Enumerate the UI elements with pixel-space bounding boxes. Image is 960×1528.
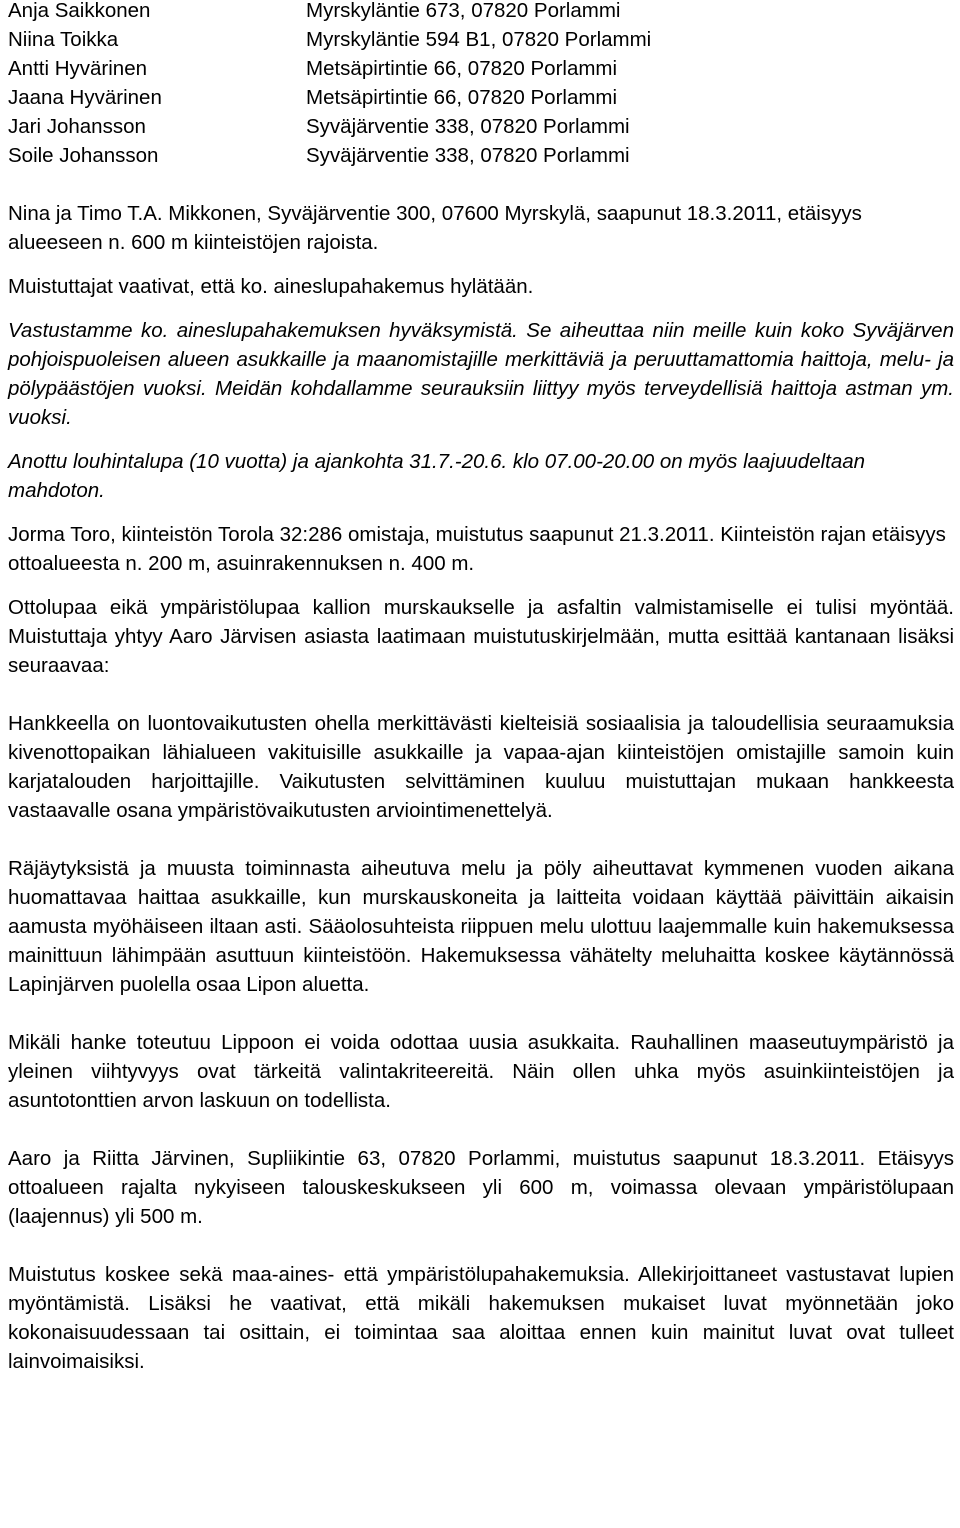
paragraph-permit-denial: Ottolupaa eikä ympäristölupaa kallion murskaukselle ja asfaltin valmistamiselle ei tulisi myöntää. Muistuttaja yhtyy Aaro Järvisen asiasta laatimaan muistutuskirjelmään, mutta esittää kantanaan lisäksi seuraavaa: (8, 596, 954, 677)
paragraph-mikkonen: Nina ja Timo T.A. Mikkonen, Syväjärventie 300, 07600 Myrskylä, saapunut 18.3.2011, etäisyys alueeseen n. 600 m kiinteistöjen rajoista. (8, 202, 862, 254)
resident-address-list (8, 0, 954, 170)
resident-address: Myrskyläntie 673, 07820 Porlammi (306, 0, 621, 22)
paragraph-noise-dust: Räjäytyksistä ja muusta toiminnasta aiheutuva melu ja pöly aiheuttavat kymmenen vuoden aikana huomattavaa haittaa asukkaille, kun murskauskoneita ja laitteita voidaan käyttää päivittäin aikaisin aamusta myöhäiseen iltaan asti. Sääolosuhteista riippuen melu ulottuu laajemmalle kuin hakemuksessa mainittuun lähimpään asuttuun kiinteistöön. Hakemuksessa vähätelty meluhaitta koskee käytännössä Lapinjärven puolella osaa Lipon aluetta. (8, 857, 954, 996)
paragraph-social-impacts: Hankkeella on luontovaikutusten ohella merkittävästi kielteisiä sosiaalisia ja taloudellisia seuraamuksia kivenottopaikan lähialueen vakituisille asukkaille ja vapaa-ajan kiinteistöjen omistajille samoin kuin karjatalouden harjoittajille. Vaikutusten selvittäminen kuuluu muistuttajan mukaan hankkeesta vastaavalle osana ympäristövaikutusten arviointimenettelyä. (8, 712, 954, 822)
paragraph-opposition-quote: Vastustamme ko. aineslupahakemuksen hyväksymistä. Se aiheuttaa niin meille kuin koko Syväjärven pohjoispuoleisen alueen asukkaille ja maanomistajille merkittäviä ja peruuttamattomia haittoja, melu- ja pölypäästöjen vuoksi. Meidän kohdallamme seurauksiin liittyy myös terveydellisiä haittoja astman ym. vuoksi. (8, 319, 954, 429)
resident-name: Niina Toikka (8, 28, 119, 51)
resident-address: Metsäpirtintie 66, 07820 Porlammi (306, 57, 618, 80)
paragraph-residents-value: Mikäli hanke toteutuu Lippoon ei voida odottaa uusia asukkaita. Rauhallinen maaseutuympäristö ja yleinen viihtyvyys ovat tärkeitä valintakriteereitä. Näin ollen uhka myös asuinkiinteistöjen ja asuntotonttien arvon laskuun on todellista. (8, 1031, 954, 1112)
resident-address: Myrskyläntie 594 B1, 07820 Porlammi (306, 28, 652, 51)
resident-address: Metsäpirtintie 66, 07820 Porlammi (306, 86, 618, 109)
resident-address: Syväjärventie 338, 07820 Porlammi (306, 144, 630, 167)
paragraph-toro: Jorma Toro, kiinteistön Torola 32:286 omistaja, muistutus saapunut 21.3.2011. Kiinteistön rajan etäisyys ottoalueesta n. 200 m, asuinrakennuksen n. 400 m. (8, 523, 946, 575)
resident-name: Soile Johansson (8, 144, 159, 167)
resident-name: Jari Johansson (8, 115, 146, 138)
paragraph-jarvinen: Aaro ja Riitta Järvinen, Supliikintie 63, 07820 Porlammi, muistutus saapunut 18.3.2011. Etäisyys ottoalueen rajalta nykyiseen talouskeskukseen yli 600 m, voimassa olevaan ympäristölupaan (laajennus) yli 500 m. (8, 1147, 954, 1228)
resident-address: Syväjärventie 338, 07820 Porlammi (306, 115, 630, 138)
paragraph-permit-opposition: Muistutus koskee sekä maa-aines- että ympäristölupahakemuksia. Allekirjoittaneet vastustavat lupien myöntämistä. Lisäksi he vaativat, että mikäli hakemuksen mukaiset luvat myönnetään joko kokonaisuudessaan tai osittain, ei toimintaa saa aloittaa ennen kuin mainitut luvat ovat tulleet lainvoimaisiksi. (8, 1263, 954, 1373)
document-page (8, 0, 954, 1376)
resident-name: Jaana Hyvärinen (8, 86, 162, 109)
resident-name: Antti Hyvärinen (8, 57, 148, 80)
paragraph-permit-period-quote: Anottu louhintalupa (10 vuotta) ja ajankohta 31.7.-20.6. klo 07.00-20.00 on myös laajuudeltaan mahdoton. (8, 450, 866, 502)
paragraph-demand: Muistuttajat vaativat, että ko. aineslupahakemus hylätään. (8, 275, 534, 298)
resident-name: Anja Saikkonen (8, 0, 151, 22)
